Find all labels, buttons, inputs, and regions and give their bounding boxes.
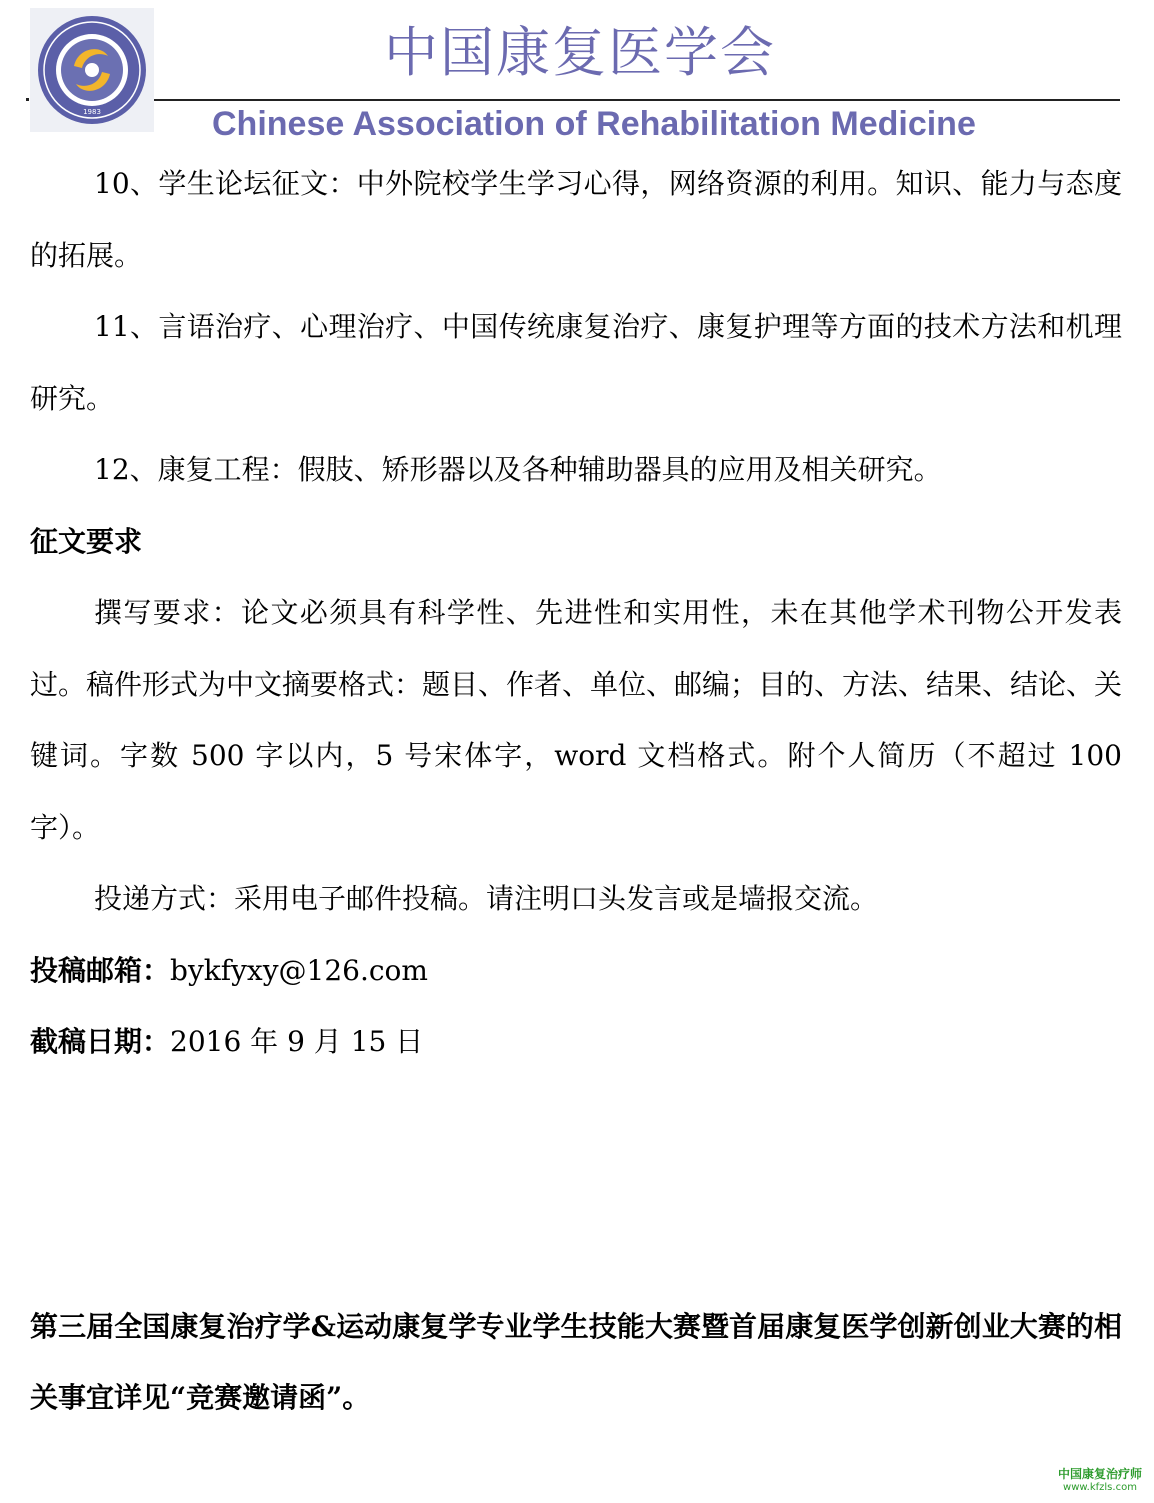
watermark-site-url: www.kfzls.com [1063,1481,1137,1493]
deadline-value: 2016 年 9 月 15 日 [170,1025,424,1058]
header-dot [26,98,29,101]
item-10: 10、学生论坛征文：中外院校学生学习心得，网络资源的利用。知识、能力与态度的拓展。 [30,167,1122,272]
watermark-site-name: 中国康复治疗师 [1057,1467,1142,1481]
blank-space [30,1078,1122,1291]
svg-text:1983: 1983 [83,108,101,116]
header-divider [154,99,1120,101]
header-title-cn: 中国康复医学会 [384,21,776,84]
deadline-label: 截稿日期： [30,1025,171,1058]
item-12: 12、康复工程：假肢、矫形器以及各种辅助器具的应用及相关研究。 [94,453,942,486]
document-body [30,148,1122,1434]
deadline-line [30,1006,1122,1078]
email-label: 投稿邮箱： [30,953,171,987]
email-line [30,935,1122,1007]
writing-requirements: 撰写要求：论文必须具有科学性、先进性和实用性，未在其他学术刊物公开发表过。稿件形式为中文摘要格式：题目、作者、单位、邮编；目的、方法、结果、结论、关键词。字数 500 字以内，5 号宋体字，word 文档格式。附个人简历（不超过 100 字）。 [30,596,1123,844]
association-logo [30,8,154,132]
site-watermark [1052,1468,1148,1493]
header-title-en: Chinese Association of Rehabilitation Medicine [212,105,976,143]
submission-method: 投递方式：采用电子邮件投稿。请注明口头发言或是墙报交流。 [94,882,879,915]
email-value: bykfyxy@126.com [170,953,428,987]
requirements-heading: 征文要求 [30,524,143,558]
item-11: 11、言语治疗、心理治疗、中国传统康复治疗、康复护理等方面的技术方法和机理研究。 [30,310,1122,415]
closing-note: 第三届全国康复治疗学&运动康复学专业学生技能大赛暨首届康复医学创新创业大赛的相关事宜详见“竞赛邀请函”。 [30,1309,1122,1414]
